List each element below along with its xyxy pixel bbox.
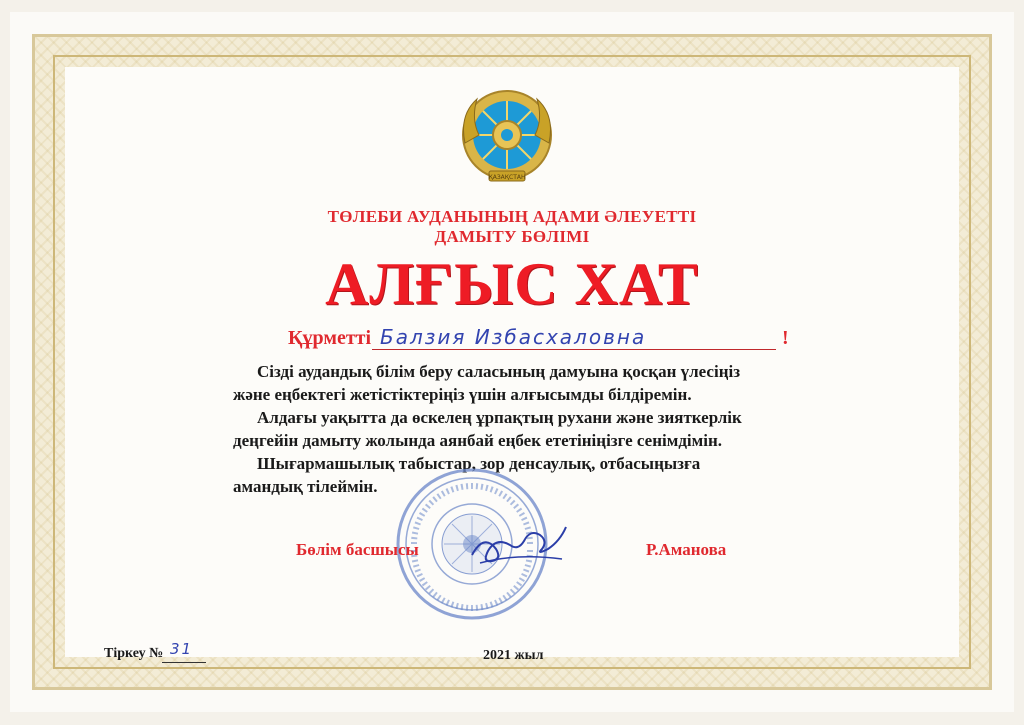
registration-number: 31 bbox=[170, 640, 194, 658]
document-title: АЛҒЫС ХАТ bbox=[325, 251, 699, 317]
signatory-role: Бөлім басшысы bbox=[296, 540, 419, 559]
greeting-underline bbox=[372, 349, 776, 350]
registration-label: Тіркеу № bbox=[104, 646, 164, 661]
organization-line2: ДАМЫТУ БӨЛІМІ bbox=[434, 227, 590, 246]
organization-line1: ТӨЛЕБИ АУДАНЫНЫҢ АДАМИ ӘЛЕУЕТТІ bbox=[327, 207, 697, 226]
document-year: 2021 жыл bbox=[483, 648, 544, 663]
kazakhstan-emblem-icon bbox=[455, 85, 559, 189]
greeting-label: Құрметті bbox=[288, 327, 372, 349]
body-line: амандық тілеймін. bbox=[233, 477, 378, 496]
recipient-name: Балзия Избасхаловна bbox=[380, 325, 647, 349]
body-line: Алдағы уақытта да өскелең ұрпақтың рухани және зияткерлік bbox=[257, 408, 742, 427]
body-line: Сізді аудандық білім беру саласының дамуына қосқан үлесіңіз bbox=[257, 362, 741, 381]
registration-underline bbox=[162, 662, 206, 663]
body-line: Шығармашылық табыстар, зор денсаулық, отбасыңызға bbox=[257, 454, 701, 473]
handwritten-signature-icon bbox=[466, 515, 576, 575]
body-line: және еңбектегі жетістіктеріңіз үшін алғысымды білдіремін. bbox=[233, 385, 692, 404]
emblem-inscription: ҚАЗАҚСТАН bbox=[488, 174, 526, 181]
greeting-exclamation: ! bbox=[782, 327, 789, 349]
greeting-row bbox=[288, 325, 808, 351]
signatory-name: Р.Аманова bbox=[646, 540, 727, 559]
body-line: деңгейін дамыту жолында аянбай еңбек ететініңізге сенімдімін. bbox=[233, 431, 722, 450]
